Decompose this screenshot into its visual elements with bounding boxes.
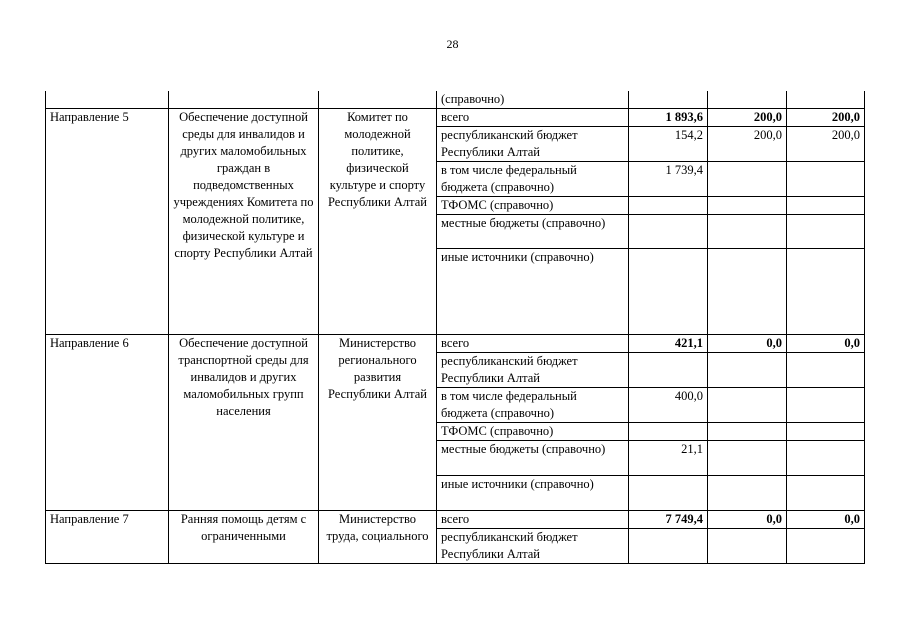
value-cell bbox=[708, 91, 787, 109]
value-cell: 1 893,6 bbox=[629, 109, 708, 127]
value-cell bbox=[787, 197, 865, 215]
continuation-row bbox=[46, 91, 865, 109]
value-cell bbox=[787, 388, 865, 423]
name-cell: Обеспечение доступной среды для инвалидов и других маломобильных граждан в подведомственных учреждениях Комитета по молодежной политике, физической культуре и спорту Республики Алтай bbox=[169, 109, 319, 335]
value-cell bbox=[708, 249, 787, 335]
value-cell bbox=[708, 388, 787, 423]
value-cell bbox=[787, 476, 865, 511]
source-cell: республиканский бюджет Республики Алтай bbox=[437, 529, 629, 564]
source-cell: иные источники (справочно) bbox=[437, 249, 629, 335]
value-cell: 421,1 bbox=[629, 335, 708, 353]
name-cell: Ранняя помощь детям с ограниченными bbox=[169, 511, 319, 564]
value-cell: 0,0 bbox=[708, 335, 787, 353]
code-cell: Направление 7 bbox=[46, 511, 169, 564]
source-cell: местные бюджеты (справочно) bbox=[437, 441, 629, 476]
value-cell bbox=[629, 91, 708, 109]
table-row bbox=[46, 511, 865, 529]
value-cell bbox=[787, 91, 865, 109]
value-cell bbox=[629, 423, 708, 441]
value-cell bbox=[708, 476, 787, 511]
value-cell bbox=[787, 529, 865, 564]
code-cell bbox=[46, 91, 169, 109]
value-cell bbox=[708, 197, 787, 215]
executor-cell: Министерство труда, социального bbox=[319, 511, 437, 564]
source-cell: ТФОМС (справочно) bbox=[437, 423, 629, 441]
value-cell bbox=[708, 423, 787, 441]
value-cell: 1 739,4 bbox=[629, 162, 708, 197]
value-cell bbox=[629, 353, 708, 388]
value-cell: 200,0 bbox=[787, 109, 865, 127]
value-cell: 200,0 bbox=[708, 127, 787, 162]
source-cell: всего bbox=[437, 335, 629, 353]
value-cell bbox=[708, 353, 787, 388]
value-cell bbox=[787, 423, 865, 441]
value-cell bbox=[708, 162, 787, 197]
source-cell: ТФОМС (справочно) bbox=[437, 197, 629, 215]
value-cell: 0,0 bbox=[708, 511, 787, 529]
source-cell: в том числе федеральный бюджета (справочно) bbox=[437, 162, 629, 197]
source-cell: республиканский бюджет Республики Алтай bbox=[437, 353, 629, 388]
value-cell: 0,0 bbox=[787, 335, 865, 353]
value-cell bbox=[629, 529, 708, 564]
budget-table bbox=[45, 91, 865, 564]
source-cell: (справочно) bbox=[437, 91, 629, 109]
page-number: 28 bbox=[446, 37, 459, 51]
source-cell: республиканский бюджет Республики Алтай bbox=[437, 127, 629, 162]
executor-cell: Министерство регионального развития Республики Алтай bbox=[319, 335, 437, 511]
value-cell bbox=[787, 353, 865, 388]
code-cell: Направление 6 bbox=[46, 335, 169, 511]
source-cell: в том числе федеральный бюджета (справочно) bbox=[437, 388, 629, 423]
executor-cell bbox=[319, 91, 437, 109]
name-cell bbox=[169, 91, 319, 109]
source-cell: местные бюджеты (справочно) bbox=[437, 215, 629, 249]
value-cell: 400,0 bbox=[629, 388, 708, 423]
value-cell bbox=[629, 476, 708, 511]
source-cell: всего bbox=[437, 511, 629, 529]
name-cell: Обеспечение доступной транспортной среды для инвалидов и других маломобильных групп населения bbox=[169, 335, 319, 511]
value-cell bbox=[787, 249, 865, 335]
source-cell: иные источники (справочно) bbox=[437, 476, 629, 511]
value-cell bbox=[629, 215, 708, 249]
table-row bbox=[46, 335, 865, 353]
value-cell bbox=[708, 441, 787, 476]
value-cell: 200,0 bbox=[787, 127, 865, 162]
value-cell: 200,0 bbox=[708, 109, 787, 127]
value-cell bbox=[708, 215, 787, 249]
value-cell: 0,0 bbox=[787, 511, 865, 529]
value-cell bbox=[629, 249, 708, 335]
value-cell bbox=[787, 441, 865, 476]
value-cell bbox=[787, 162, 865, 197]
table-row bbox=[46, 109, 865, 127]
value-cell: 7 749,4 bbox=[629, 511, 708, 529]
executor-cell: Комитет по молодежной политике, физической культуре и спорту Республики Алтай bbox=[319, 109, 437, 335]
value-cell bbox=[708, 529, 787, 564]
value-cell: 21,1 bbox=[629, 441, 708, 476]
value-cell: 154,2 bbox=[629, 127, 708, 162]
code-cell: Направление 5 bbox=[46, 109, 169, 335]
source-cell: всего bbox=[437, 109, 629, 127]
value-cell bbox=[787, 215, 865, 249]
value-cell bbox=[629, 197, 708, 215]
